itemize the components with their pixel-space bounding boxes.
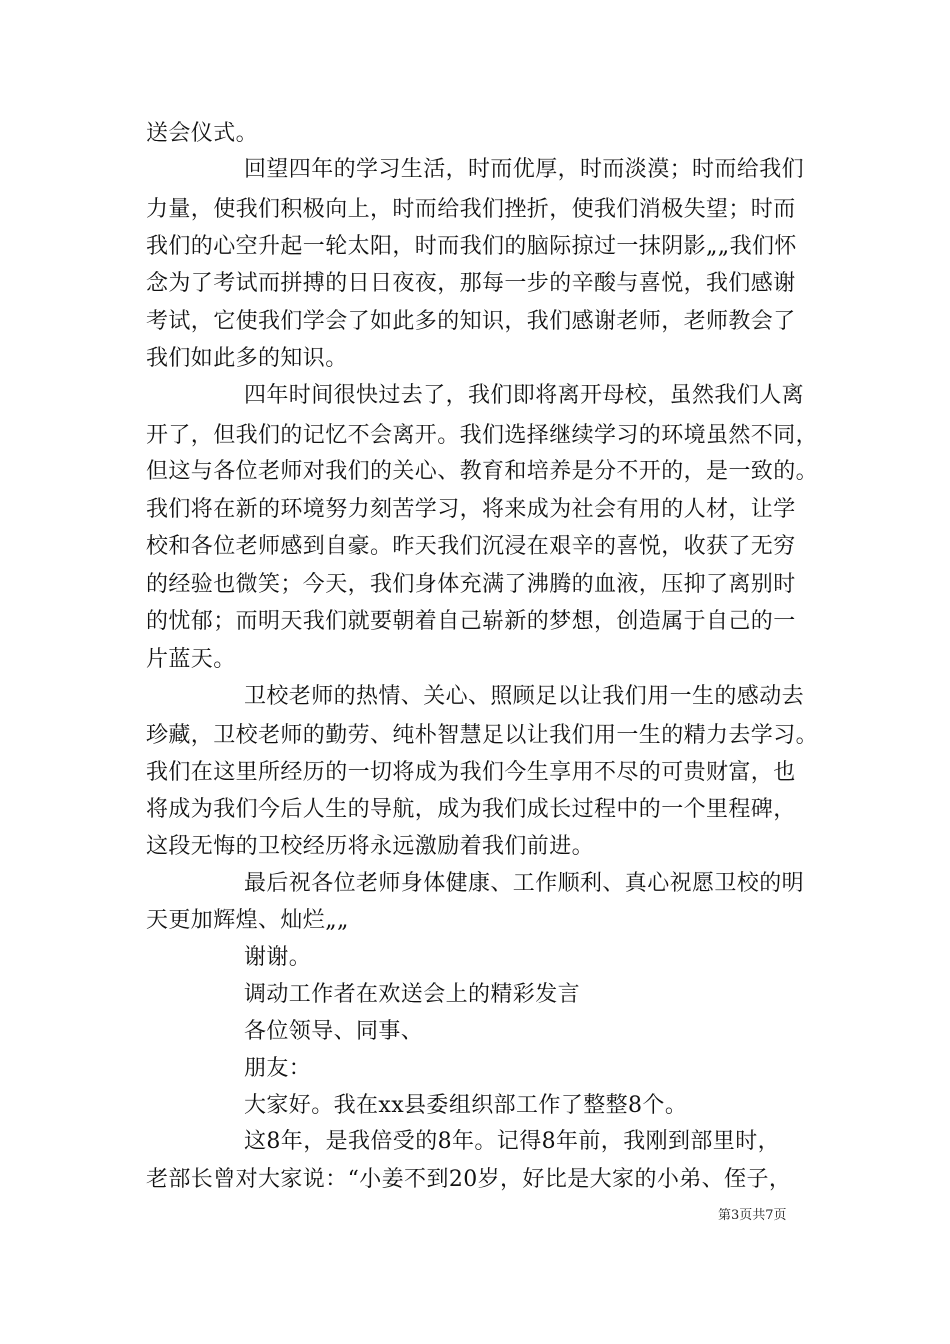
text-line: 但这与各位老师对我们的关心、教育和培养是分不开的，是一致的。: [146, 459, 819, 484]
text-line: 我们的心空升起一轮太阳，时而我们的脑际掠过一抹阴影„„我们怀: [146, 234, 797, 259]
page-number: 第3页共7页: [718, 1208, 787, 1223]
text-line: 我们将在新的环境努力刻苦学习，将来成为社会有用的人材，让学: [146, 497, 796, 522]
paragraph-start: 四年时间很快过去了，我们即将离开母校，虽然我们人离: [244, 383, 805, 408]
text-line: 校和各位老师感到自豪。昨天我们沉浸在艰辛的喜悦，收获了无穷: [146, 534, 796, 559]
text-line: 片蓝天。: [146, 647, 236, 672]
salutation-line: 朋友：: [244, 1056, 312, 1081]
paragraph-start: 回望四年的学习生活，时而优厚，时而淡漠；时而给我们: [244, 157, 805, 182]
text-line: 的忧郁；而明天我们就要朝着自己崭新的梦想，创造属于自己的一: [146, 609, 796, 634]
section-heading: 调动工作者在欢送会上的精彩发言: [244, 982, 581, 1007]
text-line: 我们如此多的知识。: [146, 346, 348, 371]
text-line: 送会仪式。: [146, 121, 259, 146]
text-line: 开了，但我们的记忆不会离开。我们选择继续学习的环境虽然不同，: [146, 423, 819, 448]
paragraph-start: 大家好。我在xx县委组织部工作了整整8个。: [244, 1093, 688, 1118]
paragraph-start: 最后祝各位老师身体健康、工作顺利、真心祝愿卫校的明: [244, 871, 805, 896]
closing-line: 谢谢。: [244, 945, 312, 970]
paragraph-start: 这8年，是我倍受的8年。记得8年前，我刚到部里时，: [244, 1129, 780, 1154]
text-line: 珍藏，卫校老师的勤劳、纯朴智慧足以让我们用一生的精力去学习。: [146, 723, 819, 748]
text-line: 将成为我们今后人生的导航，成为我们成长过程中的一个里程碑，: [146, 797, 796, 822]
text-line: 这段无悔的卫校经历将永远激励着我们前进。: [146, 834, 595, 859]
text-line: 我们在这里所经历的一切将成为我们今生享用不尽的可贵财富，也: [146, 760, 796, 785]
salutation-line: 各位领导、同事、: [244, 1019, 424, 1044]
text-line: 天更加辉煌、灿烂„„: [146, 908, 349, 933]
text-line: 念为了考试而拼搏的日日夜夜，那每一步的辛酸与喜悦，我们感谢: [146, 271, 796, 296]
text-line: 老部长曾对大家说：“小姜不到20岁，好比是大家的小弟、侄子，: [146, 1167, 792, 1192]
text-line: 力量，使我们积极向上，时而给我们挫折，使我们消极失望；时而: [146, 197, 796, 222]
text-line: 的经验也微笑；今天，我们身体充满了沸腾的血液，压抑了离别时: [146, 572, 796, 597]
text-line: 考试，它使我们学会了如此多的知识，我们感谢老师，老师教会了: [146, 309, 796, 334]
paragraph-start: 卫校老师的热情、关心、照顾足以让我们用一生的感动去: [244, 684, 805, 709]
